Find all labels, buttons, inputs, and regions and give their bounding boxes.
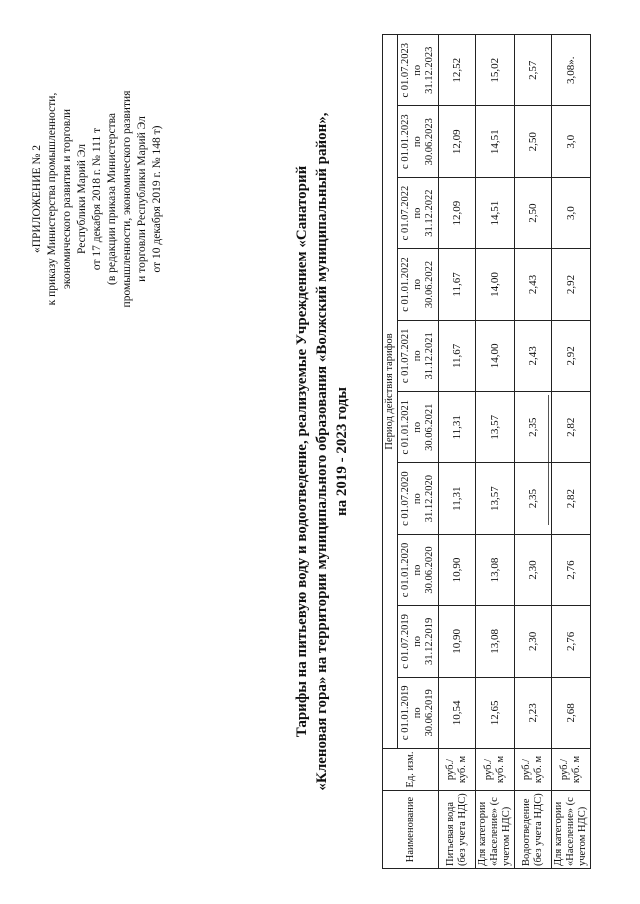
tariff-value: 11,31	[439, 463, 476, 534]
period-cell	[398, 677, 439, 748]
title-line: на 2019 - 2023 годы	[334, 387, 350, 516]
tariff-value: 14,51	[476, 106, 515, 177]
period-by: по	[412, 136, 423, 148]
header-unit: Ед. изм.	[383, 749, 439, 791]
tariff-value: 11,31	[439, 392, 476, 463]
period-cell	[398, 534, 439, 605]
period-by: по	[412, 279, 423, 290]
tariff-value: 2,57	[515, 35, 552, 106]
row-name: Водоотведение (без учета НДС)	[515, 791, 552, 869]
period-by: по	[412, 207, 423, 219]
period-to: 30.06.2021	[424, 403, 435, 451]
appendix-line: Республики Марий Эл	[76, 144, 88, 255]
period-from: с 01.01.2022	[400, 257, 411, 312]
period-from: с 01.01.2021	[400, 399, 411, 455]
row-name: Для категории «Население» (с учетом НДС)	[552, 791, 591, 869]
tariff-value: 14,00	[476, 320, 515, 391]
tariff-value: 3,0	[552, 177, 591, 248]
tariff-value: 2,35	[515, 463, 552, 534]
table-row	[439, 35, 476, 869]
tariff-value: 13,08	[476, 606, 515, 677]
table-row	[476, 35, 515, 869]
tariff-value: 12,52	[439, 35, 476, 106]
row-name: Питьевая вода (без учета НДС)	[439, 791, 476, 869]
appendix-line: (в редакции приказа Министерства	[106, 113, 118, 286]
table-row	[515, 35, 552, 869]
tariff-value: 13,57	[476, 392, 515, 463]
tariff-value: 13,08	[476, 534, 515, 605]
tariff-value: 2,76	[552, 534, 591, 605]
header-row	[383, 35, 398, 869]
period-to: 31.12.2019	[424, 617, 435, 666]
period-to: 31.12.2021	[424, 332, 435, 380]
period-cell	[398, 463, 439, 534]
period-cell	[398, 320, 439, 391]
period-by: по	[412, 635, 423, 647]
tariff-value: 12,09	[439, 177, 476, 248]
header-period: Период действия тарифов	[383, 35, 398, 749]
appendix-line: от 10 декабря 2019 г. № 148 т)	[151, 125, 163, 273]
appendix-block	[30, 34, 165, 364]
tariff-value: 3,0	[552, 106, 591, 177]
title-line: «Кленовая гора» на территории муниципального образования «Волжский муниципальный район»,	[314, 112, 330, 791]
appendix-line: «ПРИЛОЖЕНИЕ № 2	[31, 145, 43, 254]
period-cell	[398, 249, 439, 320]
tariff-value: 10,90	[439, 534, 476, 605]
tariff-value: 2,76	[552, 606, 591, 677]
tariff-value: 10,90	[439, 606, 476, 677]
period-to: 30.06.2023	[424, 118, 435, 166]
period-from: с 01.01.2020	[400, 542, 411, 598]
tariff-value: 10,54	[439, 677, 476, 748]
tariff-table	[382, 34, 591, 869]
tariff-value: 15,02	[476, 35, 515, 106]
tariff-value: 2,92	[552, 320, 591, 391]
tariff-value: 2,92	[552, 249, 591, 320]
period-by: по	[412, 707, 423, 719]
tariff-value: 2,43	[515, 249, 552, 320]
tariff-value: 12,65	[476, 677, 515, 748]
tariff-value: 3,08».	[552, 35, 591, 106]
tariff-value: 2,68	[552, 677, 591, 748]
period-cell	[398, 392, 439, 463]
row-unit: руб./ куб. м	[552, 749, 591, 791]
period-to: 30.06.2019	[424, 689, 435, 737]
tariff-value: 11,67	[439, 320, 476, 391]
appendix-line: и торговли Республики Марий Эл	[136, 116, 148, 282]
period-from: с 01.07.2019	[400, 614, 411, 669]
appendix-line: от 17 декабря 2018 г. № 111 т	[91, 127, 103, 271]
tariff-value: 11,67	[439, 249, 476, 320]
period-to: 30.06.2022	[424, 260, 435, 309]
tariff-value: 12,09	[439, 106, 476, 177]
period-from: с 01.07.2020	[400, 471, 411, 526]
period-by: по	[412, 64, 423, 76]
row-name: Для категории «Население» (с учетом НДС)	[476, 791, 515, 869]
period-cell	[398, 177, 439, 248]
tariff-value: 2,50	[515, 177, 552, 248]
period-to: 30.06.2020	[424, 546, 435, 594]
period-to: 31.12.2020	[424, 475, 435, 523]
period-from: с 01.07.2023	[400, 42, 411, 98]
title-line: Тарифы на питьевую воду и водоотведение, реализуемые Учреждением «Санаторий	[294, 165, 310, 738]
period-cell	[398, 106, 439, 177]
tariff-value: 2,43	[515, 320, 552, 391]
period-to: 31.12.2022	[424, 189, 435, 237]
period-by: по	[412, 350, 423, 362]
tariff-value: 14,00	[476, 249, 515, 320]
row-unit: руб./ куб. м	[439, 749, 476, 791]
period-from: с 01.07.2021	[400, 328, 411, 384]
tariff-value: 2,23	[515, 677, 552, 748]
appendix-line: экономического развития и торговли	[61, 109, 73, 289]
period-by: по	[412, 421, 423, 433]
appendix-line: промышленности, экономического развития	[121, 90, 133, 308]
period-cell	[398, 35, 439, 106]
period-from: с 01.01.2019	[400, 685, 411, 741]
row-unit: руб./ куб. м	[515, 749, 552, 791]
rotated-page	[30, 34, 615, 869]
row-unit: руб./ куб. м	[476, 749, 515, 791]
period-by: по	[412, 493, 423, 505]
tariff-value: 13,57	[476, 463, 515, 534]
table-row	[552, 35, 591, 869]
tariff-value: 2,35	[515, 392, 552, 463]
date-row	[398, 35, 439, 869]
period-from: с 01.01.2023	[400, 114, 411, 169]
tariff-value: 2,30	[515, 606, 552, 677]
appendix-line: к приказу Министерства промышленности,	[46, 92, 58, 306]
tariff-value: 2,50	[515, 106, 552, 177]
header-name: Наименование	[383, 791, 439, 869]
tariff-value: 14,51	[476, 177, 515, 248]
document-title	[292, 34, 352, 869]
period-from: с 01.07.2022	[400, 185, 411, 241]
period-to: 31.12.2023	[424, 46, 435, 94]
period-by: по	[412, 564, 423, 576]
tariff-value: 2,30	[515, 534, 552, 605]
tariff-value: 2,82	[552, 463, 591, 534]
period-cell	[398, 606, 439, 677]
tariff-value: 2,82	[552, 392, 591, 463]
